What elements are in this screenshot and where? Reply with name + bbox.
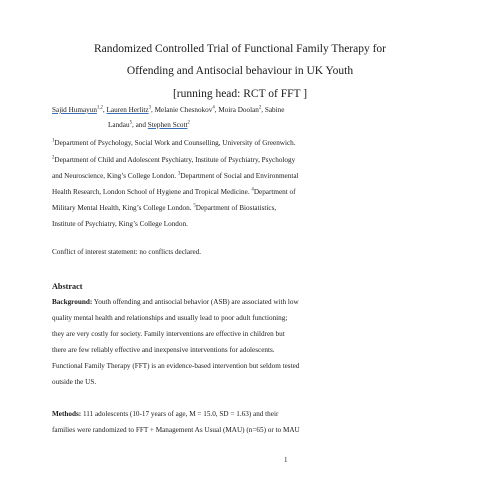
author-superscript: 1,2 xyxy=(96,105,103,111)
author-name: Melanie Chesnokov xyxy=(154,106,213,114)
author-name: Landau xyxy=(108,121,130,129)
author-superscript: 3 xyxy=(148,105,152,111)
affiliation-line-6: Institute of Psychiatry, King’s College London. xyxy=(52,220,188,228)
page-number: 1 xyxy=(284,456,288,464)
affiliation-line-3: and Neuroscience, King’s College London. $^3$Department of Social and Environmental xyxy=(52,171,299,180)
abstract-heading: Abstract xyxy=(52,282,83,291)
abstract-background-line-3: they are very costly for society. Family interventions are effective in children but xyxy=(52,330,285,338)
running-head: [running head: RCT of FFT ] xyxy=(172,88,308,100)
author-name: Sabine xyxy=(264,106,285,114)
author-superscript: 5 xyxy=(129,120,132,126)
abstract-background-line-6: outside the US. xyxy=(52,378,97,386)
abstract-background-line-2: quality mental health and relationships and usually lead to poor adult functioning; xyxy=(52,314,288,322)
abstract-background-line-5: Functional Family Therapy (FFT) is an evidence-based intervention but seldom tested xyxy=(52,362,300,370)
abstract-methods-line-2: families were randomized to FFT + Management As Usual (MAU) (n=65) or to MAU xyxy=(52,426,300,434)
author-name: Stephen Scott xyxy=(147,121,188,129)
author-superscript: 4 xyxy=(212,105,215,111)
affiliation-line-1: $^1$Department of Psychology, Social Work and Counselling, University of Greenwich. xyxy=(52,138,296,147)
paper-title-line-1: Randomized Controlled Trial of Functional Family Therapy for xyxy=(93,43,387,55)
paper-title-line-2: Offending and Antisocial behaviour in UK Youth xyxy=(126,65,354,77)
abstract-methods-line-1: Methods: 111 adolescents (10-17 years of age, M = 15.0, SD = 1.63) and their xyxy=(52,410,279,418)
methods-label: Methods: xyxy=(52,410,82,418)
affiliation-line-4: Health Research, London School of Hygiene and Tropical Medicine. $^4$Department of xyxy=(52,187,296,196)
affiliation-line-5: Military Mental Health, King’s College London. $^5$Department of Biostatistics, xyxy=(52,203,277,212)
author-list-line-1: Sajid Humayun$^{1,2}$, Lauren Herlitz$^3$, Melanie Chesnokov$^4$, Moira Doolan$^2$, Sabine xyxy=(52,105,285,114)
abstract-background-line-1: Background: Youth offending and antisocial behavior (ASB) are associated with low xyxy=(52,298,299,306)
conflict-statement: Conflict of interest statement: no conflicts declared. xyxy=(52,248,202,256)
author-superscript: 2 xyxy=(258,105,262,111)
abstract-background-line-4: there are few reliably effective and inexpensive interventions for adolescents. xyxy=(52,346,275,354)
author-name: Lauren Herlitz xyxy=(106,106,149,114)
author-superscript: 2 xyxy=(187,120,190,126)
author-name: Sajid Humayun xyxy=(52,106,97,114)
author-list-line-2: Landau$^5$, and Stephen Scott$^2$ xyxy=(108,120,190,129)
affiliation-line-2: $^2$Department of Child and Adolescent Psychiatry, Institute of Psychiatry, Psychology xyxy=(52,155,296,164)
author-name: Moira Doolan xyxy=(218,106,259,114)
background-label: Background: xyxy=(52,298,93,306)
